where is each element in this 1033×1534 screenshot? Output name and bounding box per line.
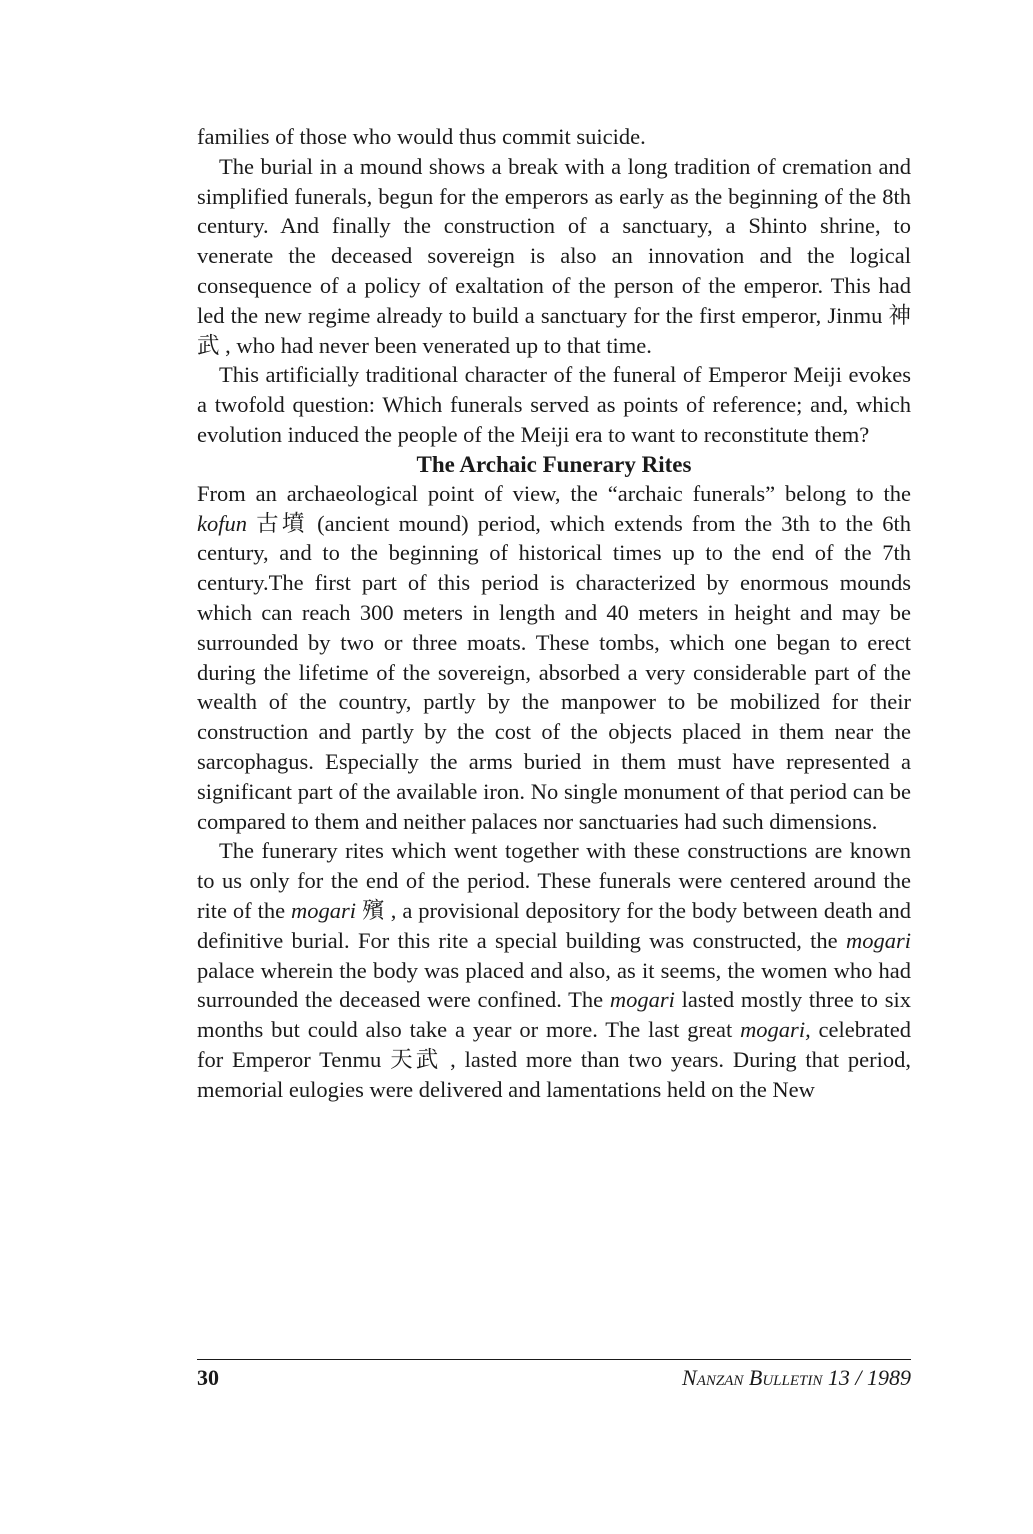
text-run: lasted mostly three to six months but could also take a year or more. The last great [197, 987, 911, 1043]
italic-term: mogari, [740, 1017, 811, 1043]
body-text [197, 122, 911, 1105]
text-run: 殯 , a provisional depository for the body between death and definitive burial. For this rite a special building was constructed, the [197, 897, 911, 953]
footer-rule [197, 1359, 911, 1360]
text-run: palace wherein the body was placed and also, as it seems, the women who had surrounded the deceased were confined. The [197, 957, 911, 1013]
paragraph-kofun [197, 479, 911, 837]
text-run: celebrated for Emperor Tenmu 天武 , lasted more than two years. During that period, memorial eulogies were delivered and lamentations held on the New [197, 1017, 911, 1102]
paragraph-twofold-question: This artificially traditional character of the funeral of Emperor Meiji evokes a twofold question: Which funerals served as points of reference; and, which evolution induced the people of the Meiji era to want to reconstitute them? [197, 362, 911, 447]
running-footer [682, 1365, 911, 1391]
italic-term: mogari [609, 987, 675, 1013]
italic-term: kofun [197, 510, 247, 536]
journal-issue: 13 / 1989 [827, 1365, 911, 1390]
italic-term: mogari [845, 927, 911, 953]
section-heading: The Archaic Funerary Rites [416, 451, 692, 477]
text-run: From an archaeological point of view, the “archaic funerals” belong to the [197, 480, 911, 506]
italic-term: mogari [291, 897, 357, 923]
text-run: 古墳 (ancient mound) period, which extends from the 3th to the 6th century, and to the beginning of historical times up to the end of the 7th century.The first part of this period is characterized by enormous mounds which can reach 300 meters in length and 40 meters in height and may be surrounded by two or three moats. These tombs, which one began to erect during the lifetime of the sovereign, absorbed a very considerable part of the wealth of the country, partly by the manpower to be mobilized for their construction and partly by the cost of the objects placed in them near the sarcophagus. Especially the arms buried in them must have represented a significant part of the available iron. No single monument of that period can be compared to them and neither palaces nor sanctuaries had such dimensions. [197, 510, 911, 834]
journal-name-bulletin: Bulletin [748, 1365, 823, 1390]
paragraph-continued: families of those who would thus commit suicide. [197, 124, 646, 149]
text-run: The funerary rites which went together with these constructions are known to us only for the end of the period. These funerals were centered around the rite of the [197, 838, 911, 923]
paragraph-mogari [197, 836, 911, 1104]
paragraph-burial-mound: The burial in a mound shows a break with a long tradition of cremation and simplified funerals, begun for the emperors as early as the beginning of the 8th century. And finally the construction of a sanctuary, a Shinto shrine, to venerate the deceased sovereign is also an innovation and the logical consequence of a policy of exaltation of the person of the emperor. This had led the new regime already to build a sanctuary for the first emperor, Jinmu 神武 , who had never been venerated up to that time. [197, 153, 911, 358]
journal-name-nanzan: Nanzan [682, 1365, 744, 1390]
page-number: 30 [197, 1365, 219, 1390]
